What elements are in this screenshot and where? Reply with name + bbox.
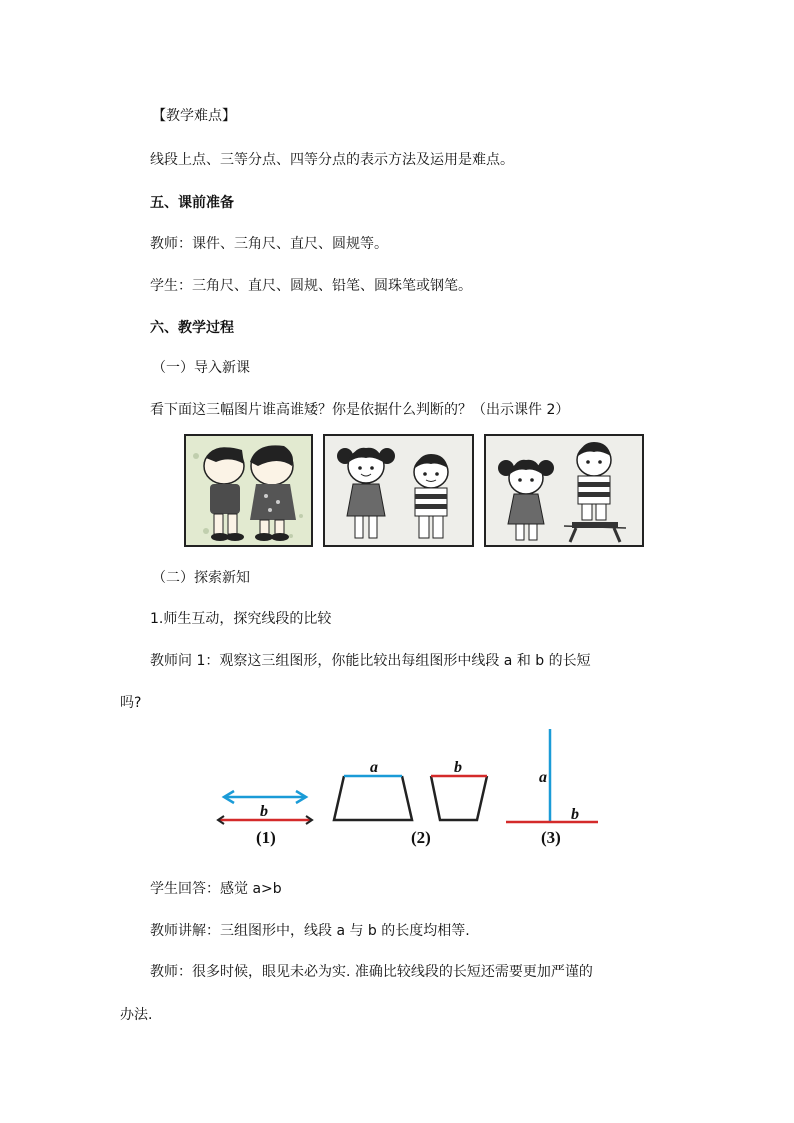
- step-1-title: 1.师生互动，探究线段的比较: [150, 611, 332, 627]
- segment-a-double-arrow: [224, 791, 306, 803]
- trapezoid-left: [334, 776, 412, 820]
- teacher-question-1-line2: 吗?: [120, 695, 142, 711]
- figure-2: [334, 759, 487, 847]
- height-comparison-photos: [184, 434, 644, 549]
- teacher-prep: 教师：课件、三角尺、直尺、圆规等。: [150, 236, 388, 252]
- part-1-title: （一）导入新课: [152, 360, 250, 376]
- student-prep: 学生：三角尺、直尺、圆规、铅笔、圆珠笔或钢笔。: [150, 278, 472, 294]
- section-6-title: 六、教学过程: [150, 320, 234, 336]
- teacher-explanation: 教师讲解：三组图形中，线段 a 与 b 的长度均相等.: [150, 923, 470, 939]
- figure-3-label: (3): [541, 828, 561, 847]
- intro-question: 看下面这三幅图片谁高谁矮？你是依据什么判断的？（出示课件 2）: [150, 402, 570, 418]
- trapezoid-right: [431, 776, 487, 820]
- segment-comparison-diagram: [210, 725, 610, 855]
- section-5-title: 五、课前准备: [150, 195, 234, 211]
- label-b-fig1: b: [260, 803, 268, 820]
- teacher-question-1-line1: 教师问 1：观察这三组图形，你能比较出每组图形中线段 a 和 b 的长短: [150, 653, 591, 669]
- figure-3: [506, 729, 598, 847]
- teacher-note-line1: 教师：很多时候，眼见未必为实. 准确比较线段的长短还需要更加严谨的: [150, 964, 593, 980]
- photo-back-to-back: [184, 434, 313, 547]
- label-b-fig2: b: [454, 759, 462, 776]
- label-b-fig3: b: [571, 806, 579, 823]
- label-a-fig3: a: [539, 769, 547, 786]
- part-2-title: （二）探索新知: [152, 570, 250, 586]
- figure-2-label: (2): [411, 828, 431, 847]
- figure-1: [218, 791, 312, 847]
- difficulty-text: 线段上点、三等分点、四等分点的表示方法及运用是难点。: [150, 152, 514, 168]
- photo-boy-on-stool: [484, 434, 644, 547]
- student-answer: 学生回答：感觉 a>b: [150, 881, 282, 897]
- heading-difficulty: 【教学难点】: [152, 108, 236, 124]
- photo-side-by-side: [323, 434, 474, 547]
- label-a-fig2: a: [370, 759, 378, 776]
- teacher-note-line2: 办法.: [120, 1007, 153, 1023]
- figure-1-label: (1): [256, 828, 276, 847]
